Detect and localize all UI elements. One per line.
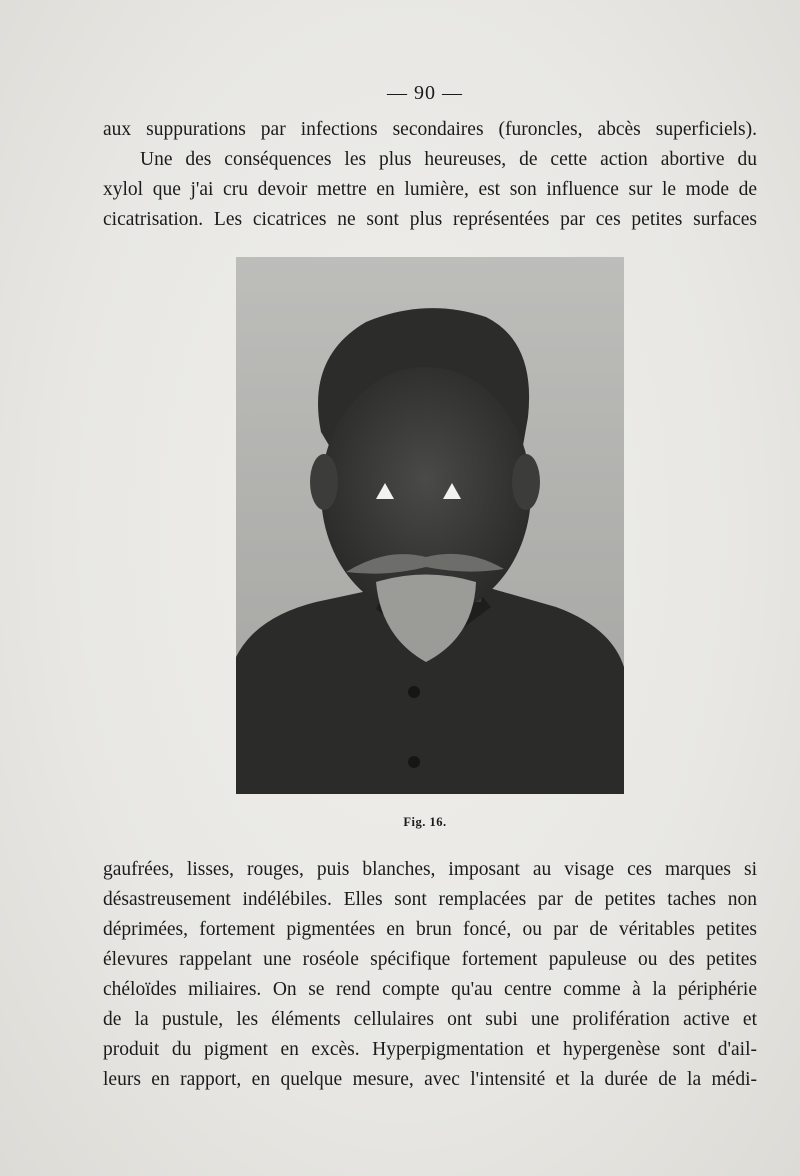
text-line: cicatrisation. Les cicatrices ne sont plus représentées par ces petites surfaces bbox=[103, 209, 757, 230]
figure-caption: Fig. 16. bbox=[403, 815, 447, 829]
text-line: aux suppurations par infections secondaires (furoncles, abcès superficiels). bbox=[103, 119, 757, 140]
paragraph-top bbox=[103, 145, 757, 235]
text-line: xylol que j'ai cru devoir mettre en lumière, est son influence sur le mode de bbox=[103, 179, 757, 200]
text-line: leurs en rapport, en quelque mesure, avec l'intensité et la durée de la médi- bbox=[103, 1069, 757, 1090]
portrait-image bbox=[236, 257, 624, 794]
text-line: chéloïdes miliaires. On se rend compte qu'au centre comme à la périphérie bbox=[103, 979, 757, 1000]
text-line: produit du pigment en excès. Hyperpigmentation et hypergenèse sont d'ail- bbox=[103, 1039, 757, 1060]
portrait-photograph bbox=[236, 257, 624, 794]
page-number: — 90 — bbox=[387, 82, 463, 104]
paragraph-top-continuation bbox=[103, 115, 757, 145]
text-line: gaufrées, lisses, rouges, puis blanches, imposant au visage ces marques si bbox=[103, 859, 757, 880]
text-line: Une des conséquences les plus heureuses, de cette action abortive du bbox=[140, 149, 757, 170]
text-line: déprimées, fortement pigmentées en brun foncé, ou par de véritables petites bbox=[103, 919, 757, 940]
text-line: élevures rappelant une roséole spécifique fortement papuleuse ou des petites bbox=[103, 949, 757, 970]
paragraph-bottom bbox=[103, 855, 757, 1095]
text-line: désastreusement indélébiles. Elles sont remplacées par de petites taches non bbox=[103, 889, 757, 910]
text-line: de la pustule, les éléments cellulaires ont subi une prolifération active et bbox=[103, 1009, 757, 1030]
